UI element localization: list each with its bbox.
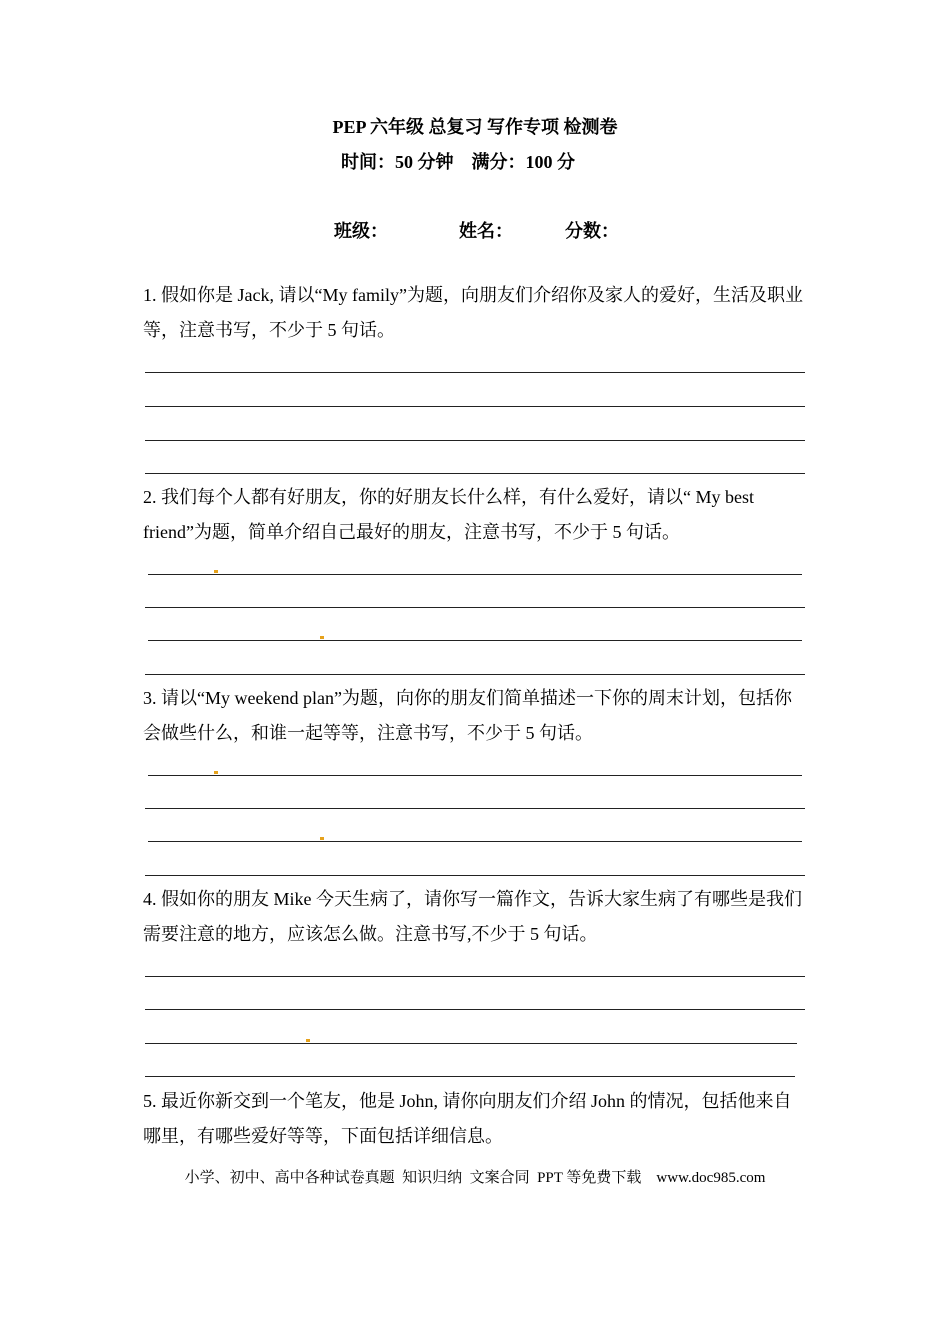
answer-line[interactable]	[145, 372, 805, 373]
answer-line[interactable]	[145, 674, 805, 675]
question-1-text: 1. 假如你是 Jack, 请以“My family”为题，向朋友们介绍你及家人的爱好，生活及职业等，注意书写，不少于 5 句话。	[143, 285, 803, 340]
answer-line[interactable]	[145, 808, 805, 809]
score-label: 分数：	[565, 221, 619, 241]
highlight-mark	[320, 837, 324, 840]
highlight-mark	[214, 771, 218, 774]
answer-line[interactable]	[148, 841, 802, 842]
answer-line[interactable]	[145, 473, 805, 474]
answer-line[interactable]	[145, 875, 805, 876]
highlight-mark	[306, 1039, 310, 1042]
answer-line[interactable]	[145, 1076, 795, 1077]
answer-line[interactable]	[145, 406, 805, 407]
question-3-text: 3. 请以“My weekend plan”为题，向你的朋友们简单描述一下你的周末计划，包括你会做些什么，和谁一起等等，注意书写，不少于 5 句话。	[143, 688, 792, 743]
question-2-text: 2. 我们每个人都有好朋友，你的好朋友长什么样，有什么爱好，请以“ My best friend”为题，简单介绍自己最好的朋友，注意书写，不少于 5 句话。	[143, 487, 754, 542]
answer-line[interactable]	[145, 976, 805, 977]
class-label: 班级：	[334, 221, 388, 241]
question-5-text: 5. 最近你新交到一个笔友，他是 John, 请你向朋友们介绍 John 的情况，包括他来自哪里，有哪些爱好等等，下面包括详细信息。	[143, 1091, 792, 1146]
answer-line[interactable]	[148, 640, 802, 641]
name-label: 姓名：	[459, 221, 513, 241]
page-title: PEP 六年级 总复习 写作专项 检测卷	[332, 117, 618, 137]
answer-line[interactable]	[148, 574, 802, 575]
answer-line[interactable]	[148, 775, 802, 776]
highlight-mark	[320, 636, 324, 639]
highlight-mark	[214, 570, 218, 573]
answer-line[interactable]	[145, 1043, 797, 1044]
answer-line[interactable]	[145, 1009, 805, 1010]
page-footer: 小学、初中、高中各种试卷真题 知识归纳 文案合同 PPT 等免费下载 www.doc985.com	[184, 1170, 766, 1186]
exam-time-score: 时间：50 分钟 满分：100 分	[341, 152, 575, 172]
answer-line[interactable]	[145, 607, 805, 608]
question-4-text: 4. 假如你的朋友 Mike 今天生病了，请你写一篇作文，告诉大家生病了有哪些是我们需要注意的地方，应该怎么做。注意书写,不少于 5 句话。	[143, 889, 802, 944]
student-info-row	[334, 218, 734, 244]
answer-line[interactable]	[145, 440, 805, 441]
